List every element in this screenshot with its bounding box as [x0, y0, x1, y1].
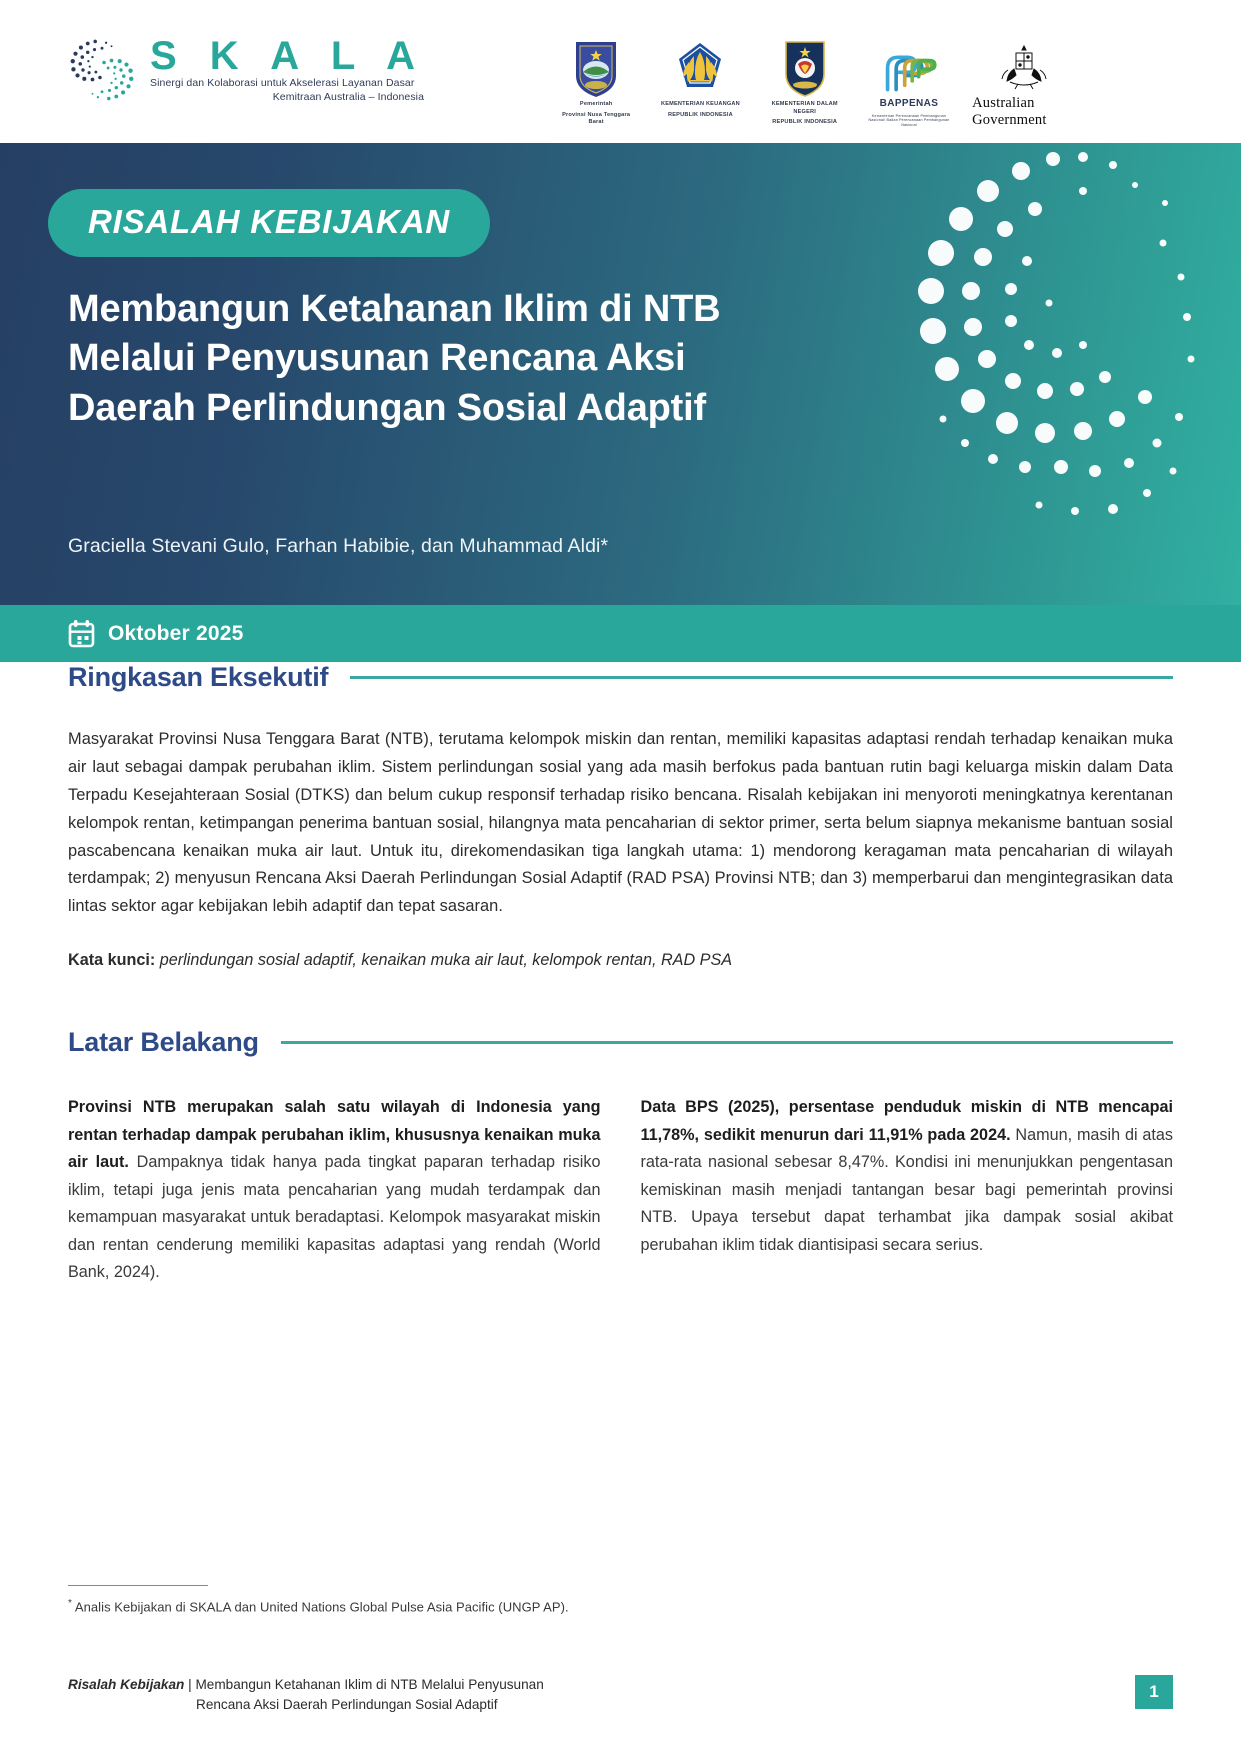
- partner-caption-line1: BAPPENAS: [879, 98, 939, 109]
- background-left-body: Dampaknya tidak hanya pada tingkat paparan terhadap risiko iklim, tetapi juga jenis mata pencaharian yang mudah terdampak dan kemampuan masyarakat untuk beradaptasi. Kelompok masyarakat miskin dan rentan cenderung memiliki kapasitas adaptasi yang rendah (World Bank, 2024).: [68, 1153, 601, 1282]
- page-footer: [68, 1675, 1173, 1714]
- keywords-label: Kata kunci:: [68, 951, 156, 970]
- partner-caption-line2: REPUBLIK INDONESIA: [772, 119, 838, 126]
- background-column-left: [68, 1094, 601, 1287]
- footer-title-line2: Rencana Aksi Daerah Perlindungan Sosial Adaptif: [196, 1696, 498, 1712]
- skala-tagline-1: Sinergi dan Kolaborasi untuk Akselerasi Layanan Dasar: [150, 77, 415, 89]
- background-columns: [0, 1094, 1241, 1287]
- section-divider: [281, 1041, 1173, 1045]
- skala-swirl-icon: [68, 36, 136, 104]
- document-type-badge: RISALAH KEBIJAKAN: [48, 189, 490, 257]
- australian-government-label: Australian Government: [972, 95, 1047, 128]
- partner-logo-pemerintah-ntb: [555, 40, 637, 127]
- background-left-lead: Provinsi NTB merupakan salah satu wilayah di Indonesia yang rentan terhadap dampak perubahan iklim, khususnya kenaikan muka air laut.: [68, 1098, 601, 1172]
- section-header-background: [0, 1027, 1241, 1058]
- keywords-line: [0, 948, 1241, 974]
- page-title: Membangun Ketahanan Iklim di NTB Melalui Penyusunan Rencana Aksi Daerah Perlindungan Sosial Adaptif: [68, 288, 721, 429]
- background-right-body: Namun, masih di atas rata-rata nasional sebesar 8,47%. Kondisi ini menunjukkan pengentasan kemiskinan masih menjadi tantangan besar bagi pemerintah provinsi NTB. Upaya tersebut dapat terhambat jika dampak sosial akibat perubahan iklim tidak diantisipasi secara serius.: [640, 1125, 1173, 1254]
- section-divider: [350, 676, 1173, 680]
- footer-citation: [68, 1675, 544, 1714]
- partner-logos: [555, 40, 1075, 126]
- partner-caption-line2: REPUBLIK INDONESIA: [668, 111, 733, 118]
- partner-caption-line1: KEMENTERIAN DALAM NEGERI: [771, 101, 838, 115]
- author-list: Graciella Stevani Gulo, Farhan Habibie, dan Muhammad Aldi*: [68, 535, 609, 557]
- background-right-lead: Data BPS (2025), persentase penduduk miskin di NTB mencapai 11,78%, sedikit menurun dari 11,91% pada 2024.: [640, 1098, 1173, 1144]
- footer-separator: |: [188, 1677, 192, 1692]
- skala-logo: [68, 36, 426, 104]
- footnote: [68, 1598, 569, 1614]
- skala-letters: S K A L A: [150, 34, 427, 78]
- footnote-divider: [68, 1585, 208, 1586]
- australian-coat-of-arms-icon: [996, 40, 1052, 90]
- hero-banner: [0, 143, 1241, 605]
- skala-tagline-2: Kemitraan Australia – Indonesia: [272, 91, 425, 104]
- footer-label: Risalah Kebijakan: [68, 1677, 185, 1692]
- partner-logo-kementerian-keuangan: [659, 40, 741, 119]
- bappenas-logo-icon: [879, 40, 939, 94]
- keywords-value: perlindungan sosial adaptif, kenaikan muka air laut, kelompok rentan, RAD PSA: [159, 951, 733, 970]
- decorative-dot-swirl-icon: [783, 143, 1203, 577]
- partner-logo-kementerian-dalam-negeri: [764, 40, 846, 127]
- partner-logo-australian-government: [972, 40, 1075, 129]
- partner-caption-line1: KEMENTERIAN KEUANGAN: [660, 101, 740, 107]
- section-title: Ringkasan Eksekutif: [68, 662, 329, 692]
- ntb-crest-icon: [573, 40, 619, 98]
- footer-title-line1: Membangun Ketahanan Iklim di NTB Melalui Penyusunan: [195, 1677, 544, 1692]
- partner-caption-line2: Provinsi Nusa Tenggara Barat: [562, 111, 631, 126]
- footnote-text: Analis Kebijakan di SKALA dan United Nations Global Pulse Asia Pacific (UNGP AP).: [74, 1599, 569, 1615]
- skala-wordmark: [150, 36, 426, 104]
- executive-summary-paragraph: Masyarakat Provinsi Nusa Tenggara Barat (NTB), terutama kelompok miskin dan rentan, memiliki kapasitas adaptasi rendah terhadap kenaikan muka air laut sebagai dampak perubahan iklim. Sistem perlindungan sosial yang ada masih berfokus pada bantuan rutin bagi keluarga miskin dalam Data Terpadu Kesejahteraan Sosial (DTKS) dan belum cukup responsif terhadap risiko bencana. Risalah kebijakan ini menyoroti meningkatnya kerentanan kelompok rentan, ketimpangan penerima bantuan sosial, hilangnya mata pencaharian di sektor primer, serta belum siapnya mekanisme bantuan sosial pascabencana kenaikan muka air laut. Untuk itu, direkomendasikan tiga langkah utama: 1) mendorong keragaman mata pencaharian di wilayah terdampak; 2) menyusun Rencana Aksi Daerah Perlindungan Sosial Adaptif (RAD PSA) Provinsi NTB; dan 3) memperbarui dan mengintegrasikan data lintas sektor agar kebijakan lebih adaptif dan tepat sasaran.: [68, 730, 1173, 916]
- document-body: [0, 662, 1241, 1287]
- background-column-right: [641, 1094, 1174, 1287]
- footnote-marker: *: [68, 1598, 72, 1609]
- partner-caption-line1: Pemerintah: [579, 101, 613, 107]
- calendar-icon: [68, 619, 95, 648]
- kemendagri-crest-icon: [782, 40, 828, 98]
- page-number-badge: 1: [1135, 1675, 1173, 1709]
- publication-date-bar: [0, 605, 1241, 662]
- partner-logo-bappenas: [868, 40, 950, 128]
- logo-bar: [0, 0, 1241, 143]
- section-title: Latar Belakang: [68, 1027, 259, 1058]
- section-header-executive-summary: [0, 662, 1241, 693]
- kemenkeu-crest-icon: [677, 40, 723, 98]
- partner-caption-line2: Kementerian Perencanaan Pembangunan Nasional/ Badan Perencanaan Pembangunan Nasional: [868, 113, 950, 128]
- publication-date: Oktober 2025: [108, 621, 244, 645]
